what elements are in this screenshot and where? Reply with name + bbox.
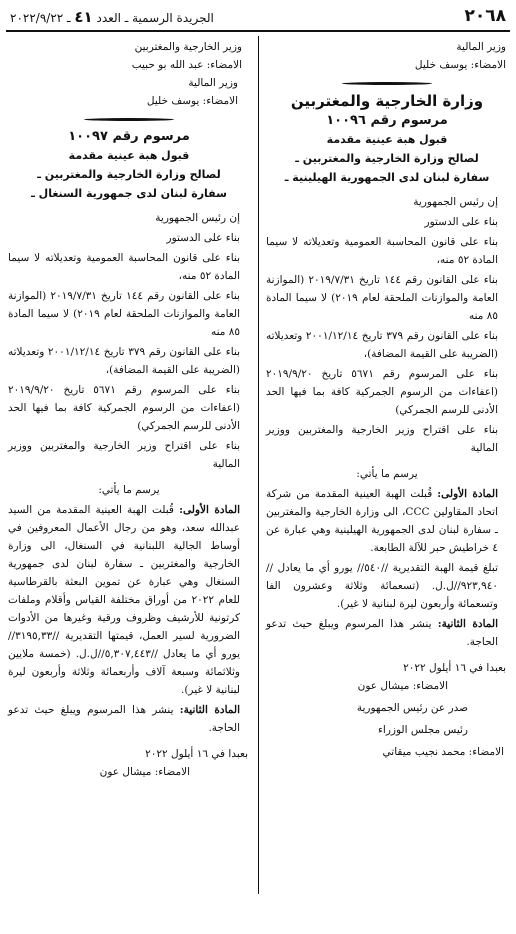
decree-number: مرسوم رقم ١٠٠٩٦ [326,113,448,128]
sig-name: الامضاء: يوسف خليل [414,59,506,71]
preamble-line: بناء على الدستور [424,216,498,228]
page-header [8,6,508,28]
preamble-line: بناء على المرسوم رقم ٥٦٧١ تاريخ ٢٠١٩/٩/٢٠ (اعفاءات من الرسوم الجمركية كافة بما فيها الحد الأدنى للرسم الجمركي) [266,368,498,416]
ministry-heading: وزارة الخارجية والمغتربين [290,92,484,110]
date-line: بعبدا في ١٦ أيلول ٢٠٢٢ [403,662,506,674]
preamble-line: بناء على قانون المحاسبة العمومية وتعديلاته لا سيما المادة ٥٢ منه، [266,236,498,266]
article-label: المادة الثانية: [437,618,498,630]
article-2 [8,701,250,737]
separator [266,78,508,88]
preamble-line: إن رئيس الجمهورية [155,212,240,224]
preamble-line: بناء على اقتراح وزير الخارجية والمغتربين ووزير المالية [8,440,240,470]
sig-title: وزير الخارجية والمغتربين [134,41,242,53]
pm-title: رئيس مجلس الوزراء [377,724,468,736]
sig-title: وزير المالية [188,77,238,89]
preamble-line: إن رئيس الجمهورية [413,196,498,208]
president-signature: الامضاء: ميشال عون [357,680,448,692]
decree-subject: قبول هبة عينية مقدمة [68,149,190,162]
article-label: المادة الأولى: [179,504,240,516]
article-label: المادة الأولى: [437,488,498,500]
issue-date: ـ ٢٠٢٢/٩/٢٢ [10,11,71,25]
decree-subject: لصالح وزارة الخارجية والمغتربين ـ [295,152,479,165]
decree-subject: سفارة لبنان لدى الجمهورية الهيلينية ـ [284,171,490,184]
article-1 [266,485,508,557]
decree-subject: قبول هبة عينية مقدمة [326,133,448,146]
column-divider [258,36,259,894]
preamble-line: بناء على القانون رقم ١٤٤ تاريخ ٢٠١٩/٧/٣١ (الموازنة العامة والموازنات الملحقة لعام ٢٠١٩) لا سيما المادة ٨٥ منه [266,274,498,322]
decree-subject: لصالح وزارة الخارجية والمغتربين ـ [37,168,221,181]
page-number: ٢٠٦٨ [464,6,506,26]
separator [8,114,250,124]
left-column [8,38,250,785]
preamble-line: بناء على القانون رقم ١٤٤ تاريخ ٢٠١٩/٧/٣١ (الموازنة العامة والموازنات الملحقة لعام ٢٠١٩) لا سيما المادة ٨٥ منه [8,290,240,338]
president-signature: الامضاء: ميشال عون [99,766,190,778]
preamble-line: بناء على المرسوم رقم ٥٦٧١ تاريخ ٢٠١٩/٩/٢٠ (اعفاءات من الرسوم الجمركية كافة بما فيها الحد الأدنى للرسم الجمركي) [8,384,240,432]
sig-name: الامضاء: يوسف خليل [146,95,238,107]
header-rule [6,30,510,32]
decrees-heading: يرسم ما يأتي: [98,484,160,496]
article-text: قُبلت الهبة العينية المقدمة من شركة اتحاد المقاولين CCC، الى وزارة الخارجية والمغتربين ـ سفارة لبنان لدى الجمهورية الهيلينية وهي عبارة عن ٤ خراطيش حبر للآلة الطابعة. [266,488,499,554]
article-text: ينشر هذا المرسوم ويبلغ حيث تدعو الحاجة. [266,618,498,648]
decrees-heading: يرسم ما يأتي: [356,468,418,480]
decree-number: مرسوم رقم ١٠٠٩٧ [68,129,190,144]
right-column [266,38,508,765]
article-2 [266,615,508,651]
preamble-line: بناء على الدستور [166,232,240,244]
preamble-line: بناء على القانون رقم ٣٧٩ تاريخ ٢٠٠١/١٢/١٤ وتعديلاته (الضريبة على القيمة المضافة)، [8,346,240,376]
journal-title [10,8,214,26]
pm-signature: الامضاء: محمد نجيب ميقاتي [382,746,504,758]
article-label: المادة الثانية: [179,704,240,716]
issued-by: صدر عن رئيس الجمهورية [356,702,468,714]
preamble-line: بناء على القانون رقم ٣٧٩ تاريخ ٢٠٠١/١٢/١٤ وتعديلاته (الضريبة على القيمة المضافة)، [266,330,498,360]
date-line: بعبدا في ١٦ أيلول ٢٠٢٢ [145,748,248,760]
article-text: ينشر هذا المرسوم ويبلغ حيث تدعو الحاجة. [8,704,240,734]
preamble-line: بناء على اقتراح وزير الخارجية والمغتربين ووزير المالية [266,424,498,454]
decree-subject: سفارة لبنان لدى جمهورية السنغال ـ [31,187,227,200]
article-1 [8,501,250,699]
sig-title: وزير المالية [456,41,506,53]
sig-name: الامضاء: عبد الله بو حبيب [131,59,242,71]
article-text: قُبلت الهبة العينية المقدمة من السيد عبدالله سعد، وهو من رجال الأعمال المعروفين في أوساط الجالية اللبنانية في السنغال، الى وزارة الخارجية والمغتربين ـ سفارة لبنان لدى جمهورية السنغال وهي عبارة عن تموين البعثة بالقرطاسية للعام ٢٠٢٢ من أوراق مختلفة القياس وأقلام وملفات كرتونية للأرشيف وظروف ورقية وغيرها من الأدوات الضرورية لسير العمل، قيمتها التقديرية //٣١٩٥,٣٣// يورو أي ما يعادل //٥,٣٠٧,٤٤٣//ل.ل. (خمسة ملايين وثلاثمائة وسبعة آلاف وأربعمائة وثلاثة وأربعون ليرة لبنانية لا غير). [8,504,240,696]
issue-number: ٤١ [74,8,93,26]
value-text: تبلغ قيمة الهبة التقديرية //٥٤٠// يورو أي ما يعادل //٩٢٣,٩٤٠//ل.ل. (تسعمائة وثلاثة وعشرون الفا وتسعمائة وأربعون ليرة لبنانية لا غير). [266,562,498,610]
preamble-line: بناء على قانون المحاسبة العمومية وتعديلاته لا سيما المادة ٥٢ منه، [8,252,240,282]
journal-name: الجريدة الرسمية ـ العدد [96,11,214,25]
